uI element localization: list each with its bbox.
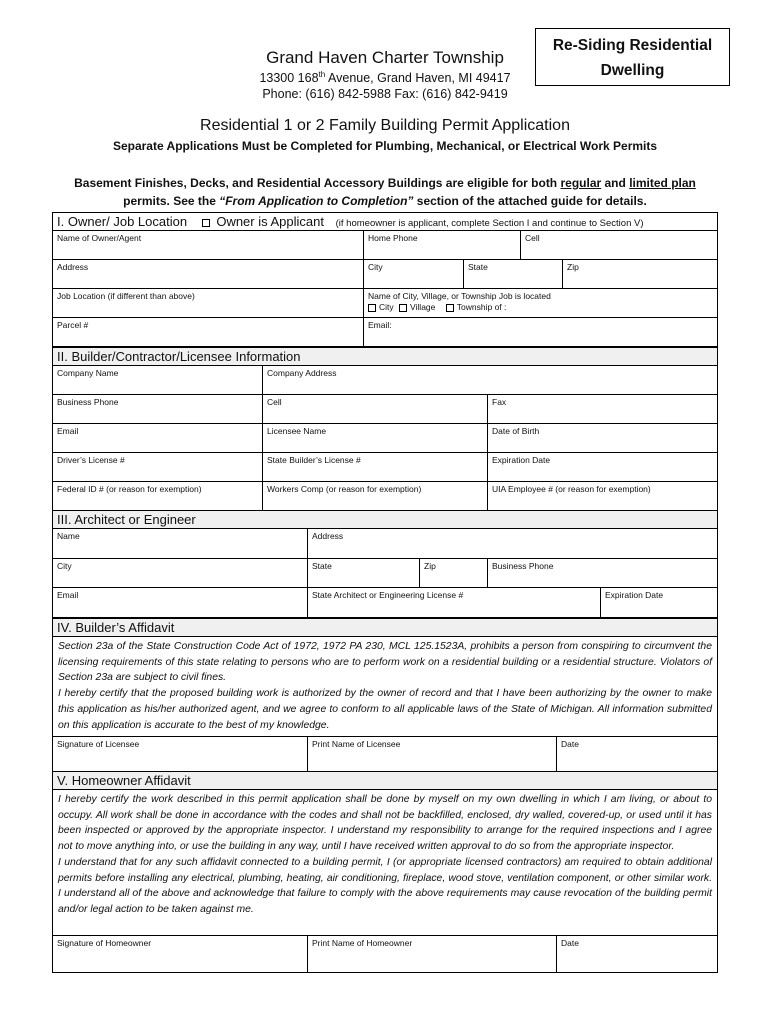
owner-email-field[interactable]: Email: [363, 317, 718, 347]
licensee-name-field[interactable]: Licensee Name [262, 423, 488, 453]
owner-applicant-checkbox[interactable] [199, 214, 213, 229]
architect-name-field[interactable]: Name [52, 528, 308, 559]
owner-state-field[interactable]: State [463, 259, 563, 289]
architect-state-field[interactable]: State [307, 558, 420, 588]
parcel-field[interactable]: Parcel # [52, 317, 364, 347]
state-builder-license-field[interactable]: State Builder’s License # [262, 452, 488, 482]
village-checkbox[interactable] [399, 304, 407, 312]
owner-zip-field[interactable]: Zip [562, 259, 718, 289]
company-address-field[interactable]: Company Address [262, 365, 718, 395]
jurisdiction-field[interactable]: Name of City, Village, or Township Job is located City Village Township of : [363, 288, 718, 318]
architect-expiration-field[interactable]: Expiration Date [600, 587, 718, 618]
home-phone-field[interactable]: Home Phone [363, 230, 521, 260]
company-name-field[interactable]: Company Name [52, 365, 263, 395]
licensee-date-field[interactable]: Date [556, 736, 718, 772]
homeowner-affidavit-text: I hereby certify the work described in this permit application shall be done by myself on my own dwelling in which I am living, or about to occupy. All work shall be done in accordance with the codes and shall not be backfilled, enclosed, dry walled, covered-up, or used until it has been inspected or approved by the appropriate inspector. I understand my responsibility to arrange for the required inspections and I agree not to move anything into, or use the building in any way, until I have received written approval to do so from the appropriate inspector. I understand that for any such affidavit connected to a building permit, I (or appropriate licensed contractors) am required to obtain additional permits before installing any electrical, plumbing, heating, air conditioning, fireplace, wood stove, ventilation component, or other similar work. I understand all of the above and acknowledge that failure to comply with the above requirements may cause revocation of the building permit and/or legal action to be taken against me. [52, 789, 718, 936]
township-phone: Phone: (616) 842-5988 Fax: (616) 842-9419 [262, 87, 508, 101]
federal-id-field[interactable]: Federal ID # (or reason for exemption) [52, 481, 263, 511]
licensee-print-name-field[interactable]: Print Name of Licensee [307, 736, 557, 772]
owner-name-field[interactable]: Name of Owner/Agent [52, 230, 364, 260]
eligibility-notice: Basement Finishes, Decks, and Residential Accessory Buildings are eligible for both regular and limited plan permits. See the “From Application to Completion” section of the attached guide for details. [74, 176, 696, 208]
uia-employee-field[interactable]: UIA Employee # (or reason for exemption) [487, 481, 718, 511]
owner-city-field[interactable]: City [363, 259, 464, 289]
drivers-license-field[interactable]: Driver’s License # [52, 452, 263, 482]
architect-zip-field[interactable]: Zip [419, 558, 488, 588]
township-checkbox[interactable] [446, 304, 454, 312]
architect-email-field[interactable]: Email [52, 587, 308, 618]
township-name: Grand Haven Charter Township [266, 48, 504, 67]
city-checkbox[interactable] [368, 304, 376, 312]
homeowner-date-field[interactable]: Date [556, 935, 718, 973]
page-subtitle: Separate Applications Must be Completed for Plumbing, Mechanical, or Electrical Work Permits [112, 139, 658, 153]
homeowner-print-name-field[interactable]: Print Name of Homeowner [307, 935, 557, 973]
date-of-birth-field[interactable]: Date of Birth [487, 423, 718, 453]
owner-cell-field[interactable]: Cell [520, 230, 718, 260]
permit-type-badge: Re-Siding Residential Dwelling [535, 28, 730, 86]
homeowner-signature-field[interactable]: Signature of Homeowner [52, 935, 308, 973]
section-architect-header: III. Architect or Engineer [52, 510, 718, 529]
architect-city-field[interactable]: City [52, 558, 308, 588]
job-location-field[interactable]: Job Location (if different than above) [52, 288, 364, 318]
builder-fax-field[interactable]: Fax [487, 394, 718, 424]
section-homeowner-affidavit-header: V. Homeowner Affidavit [52, 771, 718, 790]
page-title: Residential 1 or 2 Family Building Permit Application [200, 117, 570, 134]
section-builder-header: II. Builder/Contractor/Licensee Information [52, 347, 718, 366]
owner-address-field[interactable]: Address [52, 259, 364, 289]
builder-expiration-field[interactable]: Expiration Date [487, 452, 718, 482]
workers-comp-field[interactable]: Workers Comp (or reason for exemption) [262, 481, 488, 511]
builder-affidavit-text: Section 23a of the State Construction Code Act of 1972, 1972 PA 230, MCL 125.1523A, prohibits a person from conspiring to circumvent the licensing requirements of this state relating to persons who are to perform work on a residential building or a residential structure. Violators of Section 23a are subject to civil fines. I hereby certify that the proposed building work is authorized by the owner of record and that I have been authorizing by the owner to make this application as his/her authorized agent, and we agree to conform to all applicable laws of the State of Michigan. All information submitted on this application is accurate to the best of my knowledge. [52, 636, 718, 737]
section-owner-header: I. Owner/ Job Location Owner is Applicant (if homeowner is applicant, complete Section I and continue to Section V) [52, 212, 718, 231]
section-builder-affidavit-header: IV. Builder’s Affidavit [52, 618, 718, 637]
architect-license-field[interactable]: State Architect or Engineering License # [307, 587, 601, 618]
township-address: 13300 168th Avenue, Grand Haven, MI 49417 [259, 70, 511, 86]
architect-phone-field[interactable]: Business Phone [487, 558, 718, 588]
builder-cell-field[interactable]: Cell [262, 394, 488, 424]
business-phone-field[interactable]: Business Phone [52, 394, 263, 424]
licensee-signature-field[interactable]: Signature of Licensee [52, 736, 308, 772]
architect-address-field[interactable]: Address [307, 528, 718, 559]
builder-email-field[interactable]: Email [52, 423, 263, 453]
